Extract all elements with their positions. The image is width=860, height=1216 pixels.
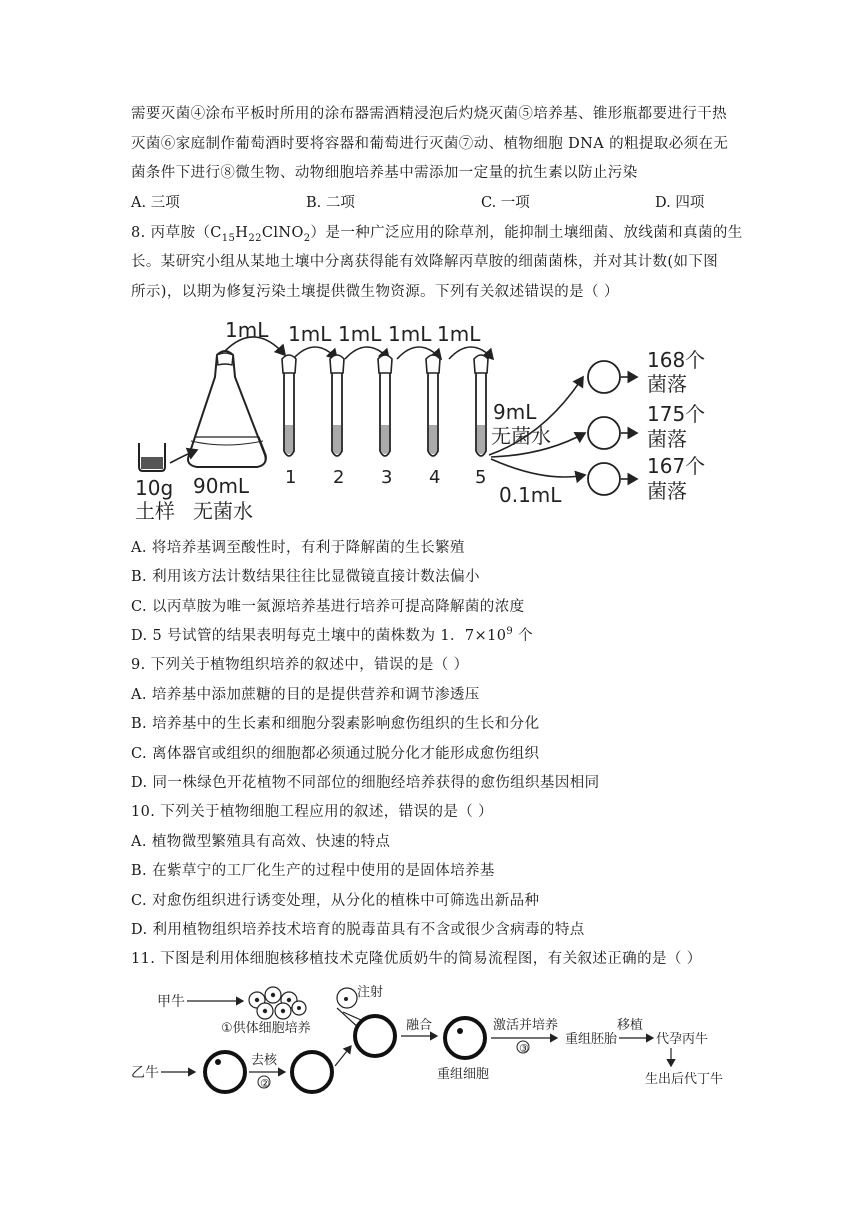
injected-oocyte xyxy=(355,1016,395,1056)
plating-volume: 0.1mL xyxy=(499,483,562,507)
flask-volume: 90mL xyxy=(193,474,250,498)
q8-stem-line-2: 长。某研究小组从某地土壤中分离获得能有效降解丙草胺的细菌菌株，并对其计数(如下图 xyxy=(131,254,719,270)
q9-option-b: B. 培养基中的生长素和细胞分裂素影响愈伤组织的生长和分化 xyxy=(131,716,540,732)
oocyte-nucleus xyxy=(215,1059,221,1065)
tube-number-3: 3 xyxy=(381,467,393,488)
q7-option-d: D. 四项 xyxy=(655,195,705,211)
test-tube-3 xyxy=(378,355,392,456)
activate-label: 激活并培养 xyxy=(493,1018,559,1033)
recombined-cell xyxy=(445,1018,485,1058)
q7-line-3: 菌条件下进行⑧微生物、动物细胞培养基中需添加一定量的抗生素以防止污染 xyxy=(131,165,638,181)
flask-label: 无菌水 xyxy=(193,499,253,523)
q9-stem: 9. 下列关于植物组织培养的叙述中，错误的是（ ） xyxy=(131,657,469,673)
tube-number-4: 4 xyxy=(429,467,441,488)
q8-option-c: C. 以丙草胺为唯一氮源培养基进行培养可提高降解菌的浓度 xyxy=(131,599,525,615)
cow-b-label: 乙牛 xyxy=(131,1065,159,1081)
q8-stem-line-1: 8. 丙草胺$(C_{15}H_{22}ClNO_2)$是一种广泛应用的除草剂，能抑制土壤细菌、放线菌和真菌的生 xyxy=(131,225,743,244)
transfer-label-2: 1mL xyxy=(338,322,382,346)
petri-plate-2 xyxy=(588,417,620,449)
inject-label: 注射 xyxy=(357,985,384,1000)
soil-mass: 10g xyxy=(135,476,174,500)
transfer-label-0: 1mL xyxy=(225,318,269,342)
tube-number-2: 2 xyxy=(333,467,345,488)
transfer-label-1: 1mL xyxy=(288,322,332,346)
q7-line-1: 需要灭菌④涂布平板时所用的涂布器需酒精浸泡后灼烧灭菌⑤培养基、锥形瓶都要进行干热 xyxy=(131,106,727,122)
offspring-label: 生出后代丁牛 xyxy=(645,1072,724,1087)
transplant-label: 移植 xyxy=(617,1018,644,1033)
test-tube-1 xyxy=(282,355,296,456)
soil-label: 土样 xyxy=(135,499,175,523)
petri-plate-3 xyxy=(588,463,620,495)
cow-a-label: 甲牛 xyxy=(157,994,185,1010)
donor-cell-nucleus xyxy=(344,997,348,1001)
q9-option-d: D. 同一株绿色开花植物不同部位的细胞经培养获得的愈伤组织基因相同 xyxy=(131,775,600,791)
q9-option-a: A. 培养基中添加蔗糖的目的是提供营养和调节渗透压 xyxy=(131,687,480,703)
test-tube-5 xyxy=(474,355,488,456)
soil-beaker xyxy=(139,443,165,471)
q10-option-d: D. 利用植物组织培养技术培育的脱毒苗具有不含或很少含病毒的特点 xyxy=(131,922,585,938)
q11-stem: 11. 下图是利用体细胞核移植技术克隆优质奶牛的简易流程图，有关叙述正确的是（ ） xyxy=(131,951,702,967)
test-tube-2 xyxy=(330,355,344,456)
fuse-label: 融合 xyxy=(406,1018,433,1033)
arrow-to-injection xyxy=(335,1046,351,1066)
colony-label-3: 菌落 xyxy=(647,479,687,503)
dilution-volume: 9mL xyxy=(493,400,537,424)
colony-label-2: 菌落 xyxy=(647,427,687,451)
q7-option-c: C. 一项 xyxy=(481,195,530,211)
q9-option-c: C. 离体器官或组织的细胞都必须通过脱分化才能形成愈伤组织 xyxy=(131,746,540,762)
tube-number-1: 1 xyxy=(285,467,297,488)
enucleate-label: 去核 xyxy=(251,1053,278,1068)
nuclear-transfer-figure xyxy=(125,980,735,1110)
colony-count-3: 167个 xyxy=(647,454,706,478)
arrow-to-plate-3 xyxy=(491,459,585,477)
q10-option-a: A. 植物微型繁殖具有高效、快速的特点 xyxy=(131,834,391,850)
tube-number-5: 5 xyxy=(475,467,487,488)
recombined-cell-label: 重组细胞 xyxy=(437,1067,490,1082)
test-tube-4 xyxy=(426,355,440,456)
q8-stem-line-3: 所示)，以期为修复污染土壤提供微生物资源。下列有关叙述错误的是（ ） xyxy=(131,284,619,300)
serial-dilution-figure xyxy=(125,315,720,530)
arrow-soil-to-flask xyxy=(170,450,197,463)
step3-label: ③ xyxy=(519,1042,529,1055)
donor-cell-cluster xyxy=(249,987,306,1019)
q8-option-d: D. 5 号试管的结果表明每克土壤中的菌株数为 1．$7\times 10^9$ 个 xyxy=(131,626,534,644)
oocyte xyxy=(205,1052,245,1092)
erlenmeyer-flask xyxy=(188,351,266,467)
petri-plate-1 xyxy=(588,361,620,393)
q10-stem: 10. 下列关于植物细胞工程应用的叙述，错误的是（ ） xyxy=(131,804,494,820)
q7-line-2: 灭菌⑥家庭制作葡萄酒时要将容器和葡萄进行灭菌⑦动、植物细胞 DNA 的粗提取必须在无 xyxy=(131,136,729,152)
q8-option-b: B. 利用该方法计数结果往往比显微镜直接计数法偏小 xyxy=(131,569,480,585)
q8-option-a: A. 将培养基调至酸性时，有利于降解菌的生长繁殖 xyxy=(131,540,465,556)
colony-count-2: 175个 xyxy=(647,402,706,426)
colony-count-1: 168个 xyxy=(647,348,706,372)
recombined-cell-nucleus xyxy=(457,1028,463,1034)
step2-label: ② xyxy=(260,1077,270,1090)
dilution-label: 无菌水 xyxy=(491,424,551,448)
q10-option-c: C. 对愈伤组织进行诱变处理，从分化的植株中可筛选出新品种 xyxy=(131,893,540,909)
transfer-label-3: 1mL xyxy=(388,322,432,346)
transfer-label-4: 1mL xyxy=(437,322,481,346)
transfer-arrow-1 xyxy=(293,347,337,359)
surrogate-label: 代孕丙牛 xyxy=(656,1032,709,1047)
q7-option-a: A. 三项 xyxy=(131,195,180,211)
step1-label: ①供体细胞培养 xyxy=(221,1021,311,1036)
enucleated-oocyte xyxy=(292,1052,332,1092)
q10-option-b: B. 在紫草宁的工厂化生产的过程中使用的是固体培养基 xyxy=(131,863,495,879)
embryo-label: 重组胚胎 xyxy=(565,1032,618,1047)
colony-label-1: 菌落 xyxy=(647,372,687,396)
q7-option-b: B. 二项 xyxy=(306,195,355,211)
